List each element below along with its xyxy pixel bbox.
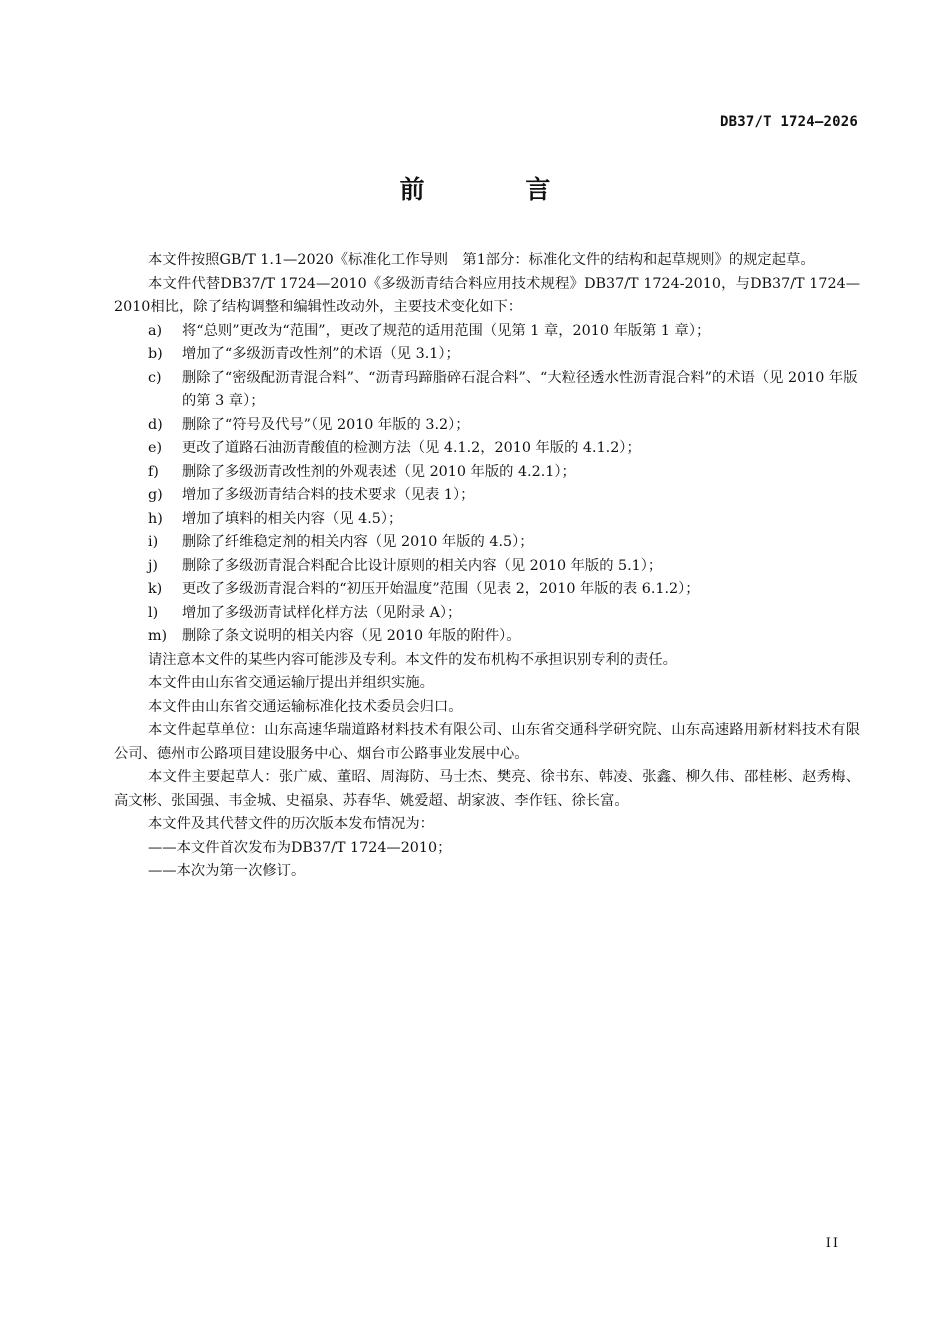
list-item-text: 增加了多级沥青试样化样方法（见附录 A）； <box>182 604 462 621</box>
list-item <box>114 484 860 508</box>
list-item <box>114 343 860 367</box>
list-item-label: h) <box>148 510 163 527</box>
list-item <box>114 367 860 414</box>
list-item-label: i) <box>148 534 159 550</box>
list-item-label: d) <box>148 416 163 433</box>
list-item-text: 删除了“符号及代号”（见 2010 年版的 3.2）； <box>182 416 470 433</box>
list-item-text: 增加了“多级沥青改性剂”的术语（见 3.1）； <box>182 346 460 362</box>
list-item-label: m) <box>148 628 168 644</box>
list-item-text: 删除了纤维稳定剂的相关内容（见 2010 年版的 4.5）； <box>182 534 534 550</box>
changes-list <box>114 320 860 649</box>
list-item <box>114 414 860 438</box>
list-item-text: 删除了多级沥青混合料配合比设计原则的相关内容（见 2010 年版的 5.1）； <box>182 557 663 574</box>
proposer-statement: 本文件由山东省交通运输厅提出并组织实施。 <box>148 675 434 691</box>
list-item <box>114 578 860 602</box>
list-item-label: j) <box>148 557 159 574</box>
list-item-text: 增加了填料的相关内容（见 4.5）； <box>182 510 403 527</box>
list-item-label: a) <box>148 322 163 339</box>
page-number: II <box>825 1236 840 1251</box>
list-item <box>114 461 860 485</box>
list-item-text: 删除了多级沥青改性剂的外观表述（见 2010 年版的 4.2.1）； <box>182 463 576 480</box>
document-code: DB37/T 1724—2026 <box>719 114 858 130</box>
history-item: ——本次为第一次修订。 <box>148 863 306 879</box>
drafters: 本文件主要起草人：张广威、董昭、周海防、马士杰、樊亮、徐书东、韩凌、张鑫、柳久伟、邵桂彬、赵秀梅、高文彬、张国强、韦金城、史福泉、苏春华、姚爱超、胡家波、李作钰、徐长富。 <box>114 769 860 809</box>
list-item <box>114 531 860 555</box>
list-item-label: e) <box>148 440 163 456</box>
list-item-label: f) <box>148 463 159 480</box>
list-item <box>114 555 860 579</box>
list-item-text: 更改了多级沥青混合料的“初压开始温度”范围（见表 2，2010 年版的表 6.1.2）； <box>182 581 700 597</box>
history-item: ——本文件首次发布为DB37/T 1724—2010； <box>148 839 452 856</box>
list-item-text: 更改了道路石油沥青酸值的检测方法（见 4.1.2，2010 年版的 4.1.2）； <box>182 440 641 456</box>
list-item <box>114 320 860 344</box>
foreword-body <box>114 249 860 884</box>
history-intro: 本文件及其代替文件的历次版本发布情况为： <box>148 816 434 832</box>
intro-paragraph: 本文件按照GB/T 1.1—2020《标准化工作导则 第1部分：标准化文件的结构和起草规则》的规定起草。 <box>148 252 815 268</box>
list-item-text: 增加了多级沥青结合料的技术要求（见表 1）； <box>182 487 475 503</box>
list-item-label: c) <box>148 369 162 386</box>
list-item-text: 将“总则”更改为“范围”，更改了规范的适用范围（见第 1 章，2010 年版第 1 章）； <box>182 322 711 339</box>
list-item-label: g) <box>148 487 163 503</box>
drafting-units: 本文件起草单位：山东高速华瑞道路材料技术有限公司、山东省交通科学研究院、山东高速路用新材料技术有限公司、德州市公路项目建设服务中心、烟台市公路事业发展中心。 <box>114 722 860 762</box>
list-item-label: k) <box>148 581 163 597</box>
list-item <box>114 602 860 626</box>
list-item-text: 删除了条文说明的相关内容（见 2010 年版的附件）。 <box>182 628 521 644</box>
intro-paragraph: 本文件代替DB37/T 1724—2010《多级沥青结合料应用技术规程》DB37/T 1724-2010，与DB37/T 1724—2010相比，除了结构调整和编辑性改动外，主要技术变化如下： <box>114 275 860 315</box>
list-item <box>114 437 860 461</box>
list-item <box>114 625 860 649</box>
list-item-label: l) <box>148 604 159 621</box>
list-item-text: 删除了“密级配沥青混合料”、“沥青玛蹄脂碎石混合料”、“大粒径透水性沥青混合料”的术语（见 2010 年版的第 3 章）； <box>182 369 858 409</box>
page-title: 前 言 <box>399 175 597 204</box>
list-item <box>114 508 860 532</box>
list-item-label: b) <box>148 346 163 362</box>
committee-statement: 本文件由山东省交通运输标准化技术委员会归口。 <box>148 698 463 715</box>
patent-notice: 请注意本文件的某些内容可能涉及专利。本文件的发布机构不承担识别专利的责任。 <box>148 651 677 668</box>
